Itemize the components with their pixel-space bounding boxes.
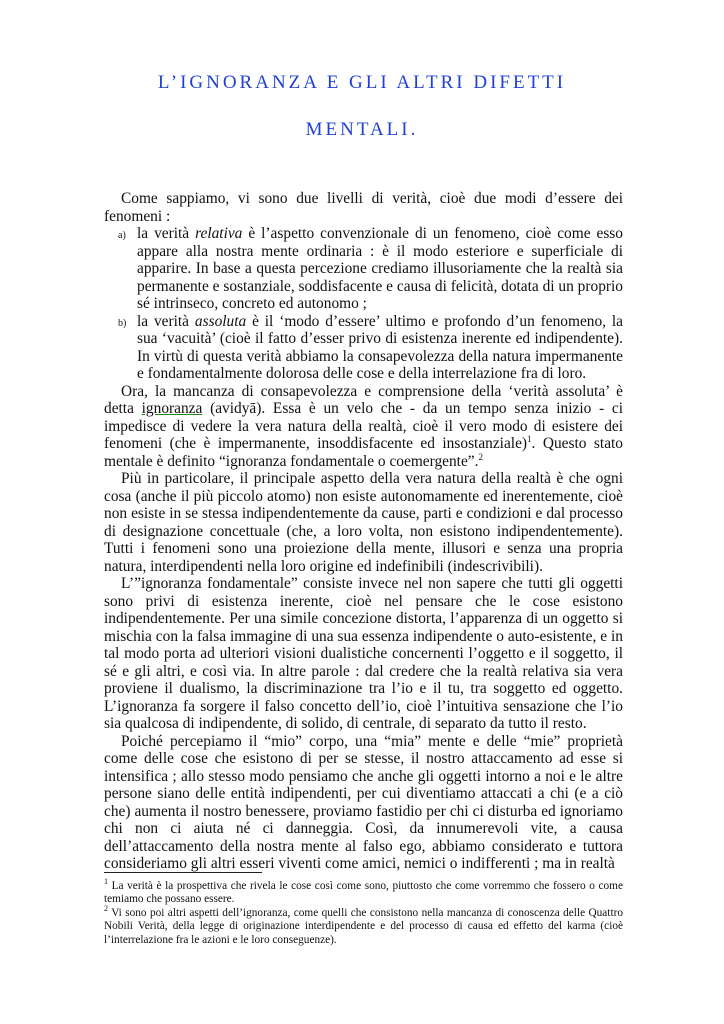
- paragraph-text: Ora, la mancanza di consapevolezza e comprensione della ‘verità assoluta’ è detta: [104, 382, 623, 417]
- body-text: [104, 190, 623, 873]
- list-item-text-start: la verità: [137, 312, 195, 330]
- intro-paragraph: Come sappiamo, vi sono due livelli di verità, cioè due modi d’essere dei fenomeni :: [104, 190, 623, 225]
- paragraph-text: . Questo stato mentale è definito “ignoranza fondamentale o coemergente”.: [104, 435, 623, 470]
- footnote-text: Vi sono poi altri aspetti dell’ignoranza, come quelli che consistono nella mancanza di conoscenza delle Quattro Nobili Verità, della legge di originazione interdipendente e del processo di causa ed effetto del karma (cioè l’interrelazione fra le azioni e le loro conseguenze).: [104, 906, 623, 946]
- footnote-number: 2: [104, 904, 108, 914]
- footnote-separator: [104, 872, 262, 873]
- truth-levels-list: [104, 225, 623, 383]
- paragraph-ignoranza-fondamentale: L’”ignoranza fondamentale” consiste invece nel non sapere che tutti gli oggetti sono privi di esistenza inerente, cioè nel pensare che le cose esistono indipendentemente. Per una simile concezione distorta, l’apparenza di un oggetto si mischia con la falsa immagine di una sua essenza indipendente o auto-esistente, e in tal modo porta ad ulteriori visioni dualistiche concernenti l’oggetto e il soggetto, il sé e gli altri, e così via. In altre parole : dal credere che la realtà relativa sia vera proviene il dualismo, la discriminazione tra l’io e il tu, tra soggetto ed oggetto. L’ignoranza fa sorgere il falso concetto dell’io, cioè l’intuitiva sensazione che l’io sia qualcosa di indipendente, di solido, di centrale, di separato da tutto il resto.: [104, 575, 623, 732]
- paragraph-text: (avidyā). Essa è un velo che - da un tempo senza inizio - ci impedisce di vedere la vera natura della realtà, cioè il vero modo di esistere dei fenomeni (che è impermanente, insoddisfacente ed insostanziale): [104, 400, 624, 452]
- paragraph-piu: Più in particolare, il principale aspetto della vera natura della realtà è che ogni cosa (anche il più piccolo atomo) non esiste autonomamente ed inerentemente, cioè non esiste in se stessa indipendentemente da cause, parti e condizioni e dal processo di designazione concettuale (che, a loro volta, non esistono indipendentemente). Tutti i fenomeni sono una proiezione della mente, illusori e senza una propria natura, interdipendenti nella loro origine ed indefinibili (indescrivibili).: [104, 470, 623, 575]
- page-title-line-1: L’IGNORANZA E GLI ALTRI DIFETTI: [157, 72, 567, 93]
- footnote: [104, 904, 623, 947]
- list-item: [104, 225, 623, 313]
- list-item-text-end: è il ‘modo d’essere’ ultimo e profondo d’un fenomeno, la sua ‘vacuità’ (cioè il fatto d’esser privo di esistenza inerente ed indipendente). In virtù di questa verità abbiamo la consapevolezza della natura impermanente e fondamentalmente dolorosa delle cose e della interrelazione fra di loro.: [137, 312, 624, 382]
- footnotes: [104, 877, 623, 947]
- footnote-number: 1: [104, 877, 108, 887]
- list-item-emphasis: assoluta: [194, 312, 247, 330]
- footnote-text: La verità è la prospettiva che rivela le cose così come sono, piuttosto che come vorremmo che fossero o come temiamo che possano essere.: [104, 880, 623, 906]
- footnote-ref-1[interactable]: 1: [527, 433, 532, 444]
- list-item: [104, 313, 623, 383]
- paragraph-ora: [104, 383, 623, 471]
- paragraph-poiche: Poiché percepiamo il “mio” corpo, una “mia” mente e delle “mie” proprietà come delle cose che esistono di per se stesse, il nostro attaccamento ad esse si intensifica ; allo stesso modo pensiamo che anche gli oggetti intorno a noi e le altre persone siano delle entità indipendenti, per cui diventiamo attaccati a chi (e a ciò che) aumenta il nostro benessere, proviamo fastidio per chi ci disturba ed ignoriamo chi non ci aiuta né ci danneggia. Così, da innumerevoli vite, a causa dell’attaccamento della nostra mente al falso ego, abbiamo considerato e tuttora consideriamo gli altri esseri viventi come amici, nemici o indifferenti ; ma in realtà: [104, 732, 623, 872]
- footnote: [104, 877, 623, 907]
- list-item-text-end: è l’aspetto convenzionale di un fenomeno, cioè come esso appare alla nostra mente ordinaria : è il modo esteriore e superficiale di apparire. In base a questa percezione crediamo illusoriamente che la realtà sia permanente e sostanziale, soddisfacente e causa di felicità, dotata di un proprio sé intrinseco, concreto ed autonomo ;: [137, 225, 623, 312]
- list-item-text-start: la verità: [137, 225, 196, 242]
- footnote-ref-2[interactable]: 2: [478, 451, 483, 462]
- page-title-line-2: MENTALI.: [305, 119, 419, 140]
- list-marker: b): [118, 317, 127, 329]
- list-item-emphasis: relativa: [195, 225, 243, 242]
- list-marker: a): [118, 230, 126, 241]
- ignoranza-underlined: ignoranza: [141, 400, 203, 417]
